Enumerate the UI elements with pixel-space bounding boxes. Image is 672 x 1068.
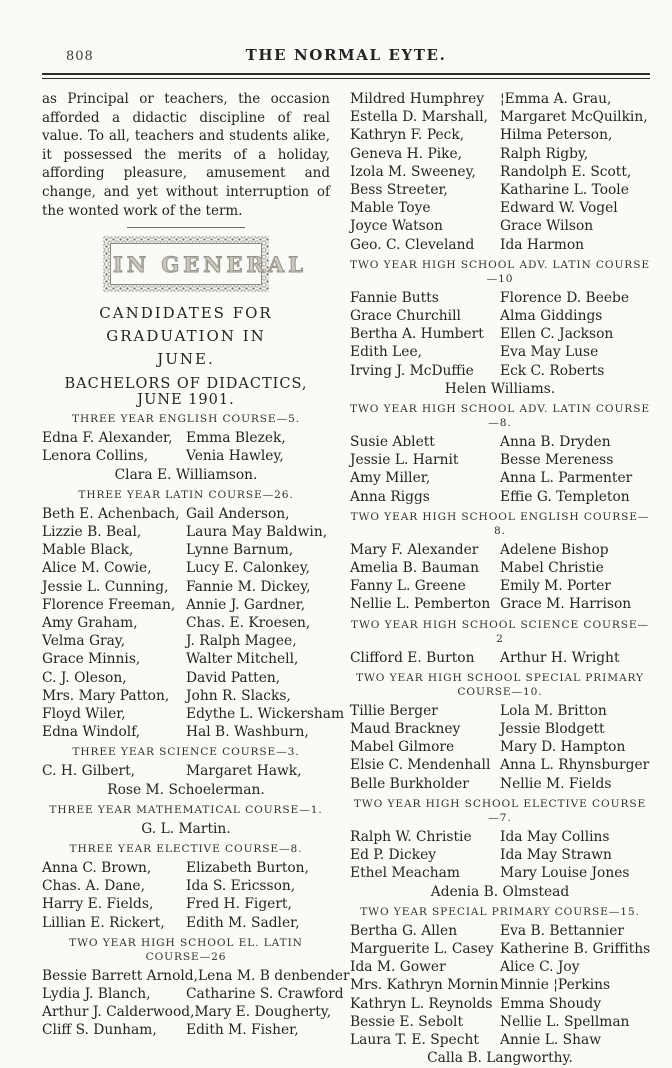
course-heading: TWO YEAR SPECIAL PRIMARY COURSE—15. — [360, 905, 640, 918]
name-right: Ida May Collins — [500, 828, 610, 845]
name-left: Mable Black, — [42, 542, 134, 559]
name-right: Catharine S. Crawford — [186, 986, 344, 1003]
name-row — [350, 828, 650, 846]
name-right: Alice C. Joy — [500, 959, 580, 976]
name-left: Grace Minnis, — [42, 651, 141, 668]
centered-name: Calla B. Langworthy. — [427, 1050, 573, 1067]
name-left: C. J. Oleson, — [42, 669, 127, 686]
name-right: Margaret McQuilkin, — [500, 109, 648, 126]
name-left: Joyce Watson — [350, 218, 443, 235]
name-left: Florence Freeman, — [42, 596, 176, 613]
name-left: Amy Graham, — [42, 614, 138, 631]
name-left: Jessie L. Cunning, — [42, 578, 169, 595]
name-right: Anna L. Parmenter — [500, 470, 633, 487]
name-left: Mable Toye — [350, 200, 431, 217]
content-columns — [42, 79, 650, 1068]
name-right: Margaret Hawk, — [186, 763, 302, 780]
name-left: Kathryn F. Peck, — [350, 127, 465, 144]
name-right: Randolph E. Scott, — [500, 163, 632, 180]
name-row — [350, 649, 650, 667]
right-course-sections — [350, 90, 650, 1067]
course-heading: THREE YEAR LATIN COURSE—26. — [78, 488, 294, 501]
name-row — [42, 429, 330, 447]
name-right: Laura May Baldwin, — [186, 523, 328, 540]
name-left: Mabel Gilmore — [350, 739, 455, 756]
name-row — [42, 596, 330, 614]
name-row — [350, 1031, 650, 1049]
name-left: Elsie C. Mendenhall — [350, 757, 491, 774]
name-right: John R. Slacks, — [186, 687, 291, 704]
name-left: Anna C. Brown, — [42, 860, 152, 877]
name-row — [350, 702, 650, 720]
name-row — [42, 541, 330, 559]
name-left: Bessie Barrett Arnold, — [42, 967, 199, 984]
course-section — [350, 402, 650, 506]
name-right: Emma Blezek, — [186, 430, 286, 447]
name-row — [350, 846, 650, 864]
page-header — [42, 46, 650, 66]
name-row — [350, 307, 650, 325]
name-right: Mary Louise Jones — [500, 865, 630, 882]
name-left: Belle Burkholder — [350, 775, 469, 792]
name-left: Bertha A. Humbert — [350, 326, 484, 343]
name-right: Arthur H. Wright — [500, 649, 620, 666]
name-row — [42, 1003, 330, 1021]
name-row — [42, 559, 330, 577]
course-heading: THREE YEAR MATHEMATICAL COURSE—1. — [49, 803, 323, 816]
course-section — [350, 797, 650, 901]
name-right: Chas. E. Kroesen, — [186, 614, 311, 631]
name-row — [42, 523, 330, 541]
name-right: Ida S. Ericsson, — [186, 878, 296, 895]
name-row — [350, 108, 650, 126]
name-left: Ralph W. Christie — [350, 828, 472, 845]
name-left: Arthur J. Calderwood, — [42, 1004, 195, 1021]
name-right: Edith M. Sadler, — [186, 914, 300, 931]
name-row — [42, 632, 330, 650]
name-row — [350, 433, 650, 451]
name-right: Jessie Blodgett — [500, 721, 605, 738]
name-row — [42, 877, 330, 895]
name-right: Fred H. Figert, — [186, 896, 292, 913]
name-left: Maud Brackney — [350, 721, 461, 738]
name-row — [350, 775, 650, 793]
name-right: Ralph Rigby, — [500, 145, 589, 162]
centered-name: Clara E. Williamson. — [114, 466, 258, 483]
name-rows — [42, 762, 330, 780]
name-right: Adelene Bishop — [500, 541, 609, 558]
name-right: Katharine L. Toole — [500, 182, 629, 199]
name-left: Anna Riggs — [350, 488, 430, 505]
name-row — [350, 922, 650, 940]
name-row — [350, 236, 650, 254]
name-row — [350, 181, 650, 199]
centered-name: G. L. Martin. — [141, 820, 231, 837]
name-row — [42, 859, 330, 877]
course-section — [42, 803, 330, 838]
name-right: Minnie ¦Perkins — [500, 977, 611, 994]
name-left: Irving J. McDuffie — [350, 362, 474, 379]
centered-name: Adenia B. Olmstead — [430, 883, 570, 900]
course-section — [350, 671, 650, 793]
name-right: David Patten, — [186, 669, 281, 686]
course-section — [350, 510, 650, 614]
name-left: Lillian E. Rickert, — [42, 914, 165, 931]
course-section — [42, 842, 330, 932]
name-row — [42, 762, 330, 780]
name-row — [42, 723, 330, 741]
name-left: Cliff S. Dunham, — [42, 1022, 157, 1039]
intro-paragraph: as Principal or teachers, the occasion afforded a didactic discipline of real value. To all, teachers and students alike, it possessed the merits of a holiday, affording pleasure, amusement and change, and yet without interruption of the wonted work of the term. — [42, 91, 330, 219]
name-right: Mabel Christie — [500, 560, 604, 577]
name-left: Fannie Butts — [350, 289, 439, 306]
course-section — [42, 745, 330, 798]
name-right: Elizabeth Burton, — [186, 860, 309, 877]
name-row — [350, 217, 650, 235]
name-rows — [350, 90, 650, 254]
name-rows — [350, 433, 650, 506]
candidates-heading-line2: JUNE. — [157, 350, 215, 369]
course-section — [42, 488, 345, 742]
name-rows — [42, 429, 330, 465]
course-heading: TWO YEAR HIGH SCHOOL ELECTIVE COURSE—7. — [353, 797, 647, 824]
name-row — [350, 362, 650, 380]
name-row — [350, 163, 650, 181]
course-heading: TWO YEAR HIGH SCHOOL ADV. LATIN COURSE—8. — [350, 403, 650, 430]
course-section — [42, 936, 350, 1040]
name-left: C. H. Gilbert, — [42, 763, 136, 780]
name-right: Ida Harmon — [500, 236, 585, 253]
name-right: J. Ralph Magee, — [186, 633, 297, 650]
name-left: Grace Churchill — [350, 308, 461, 325]
name-right: Edward W. Vogel — [500, 200, 618, 217]
name-row — [350, 451, 650, 469]
name-right: Edith M. Fisher, — [186, 1022, 299, 1039]
name-left: Geo. C. Cleveland — [350, 236, 475, 253]
page-title: THE NORMAL EYTE. — [245, 46, 447, 64]
name-row — [42, 578, 330, 596]
name-right: Lena M. B denbender — [198, 967, 350, 984]
name-right: Anna B. Dryden — [500, 434, 611, 451]
name-left: Amy Miller, — [350, 470, 431, 487]
name-row — [350, 995, 650, 1013]
course-section — [350, 905, 650, 1068]
name-rows — [42, 505, 345, 742]
name-row — [350, 756, 650, 774]
name-row — [350, 488, 650, 506]
name-left: Ida M. Gower — [350, 959, 446, 976]
name-left: Alice M. Cowie, — [42, 560, 152, 577]
name-left: Tillie Berger — [350, 702, 438, 719]
course-section — [350, 258, 650, 398]
name-row — [42, 505, 330, 523]
name-row — [350, 577, 650, 595]
name-left: Jessie L. Harnit — [350, 452, 459, 469]
name-left: Edith Lee, — [350, 344, 423, 361]
name-left: Beth E. Achenbach, — [42, 505, 180, 522]
name-left: Floyd Wiler, — [42, 706, 126, 722]
course-heading: TWO YEAR HIGH SCHOOL EL. LATIN COURSE—26 — [69, 936, 303, 963]
course-section — [350, 618, 650, 667]
name-rows — [42, 859, 330, 932]
name-left: Estella D. Marshall, — [350, 109, 488, 126]
name-left: Mildred Humphrey — [350, 91, 485, 107]
name-left: Lenora Collins, — [42, 448, 149, 465]
name-right: Emma Shoudy — [500, 995, 602, 1012]
name-left: Edna F. Alexander, — [42, 430, 173, 447]
name-right: Lola M. Britton — [500, 702, 607, 719]
name-left: Mrs. Kathryn Mornin — [350, 977, 499, 994]
name-left: Lydia J. Blanch, — [42, 986, 151, 1003]
name-right: Hilma Peterson, — [500, 127, 613, 144]
course-heading: THREE YEAR SCIENCE COURSE—3. — [72, 746, 300, 759]
name-row — [350, 720, 650, 738]
section-divider-rule — [127, 227, 245, 228]
course-heading: TWO YEAR HIGH SCHOOL ENGLISH COURSE—8. — [350, 510, 650, 537]
name-rows — [350, 649, 650, 667]
name-left: Laura T. E. Specht — [350, 1031, 479, 1048]
name-right: Alma Giddings — [500, 308, 603, 325]
name-row — [350, 958, 650, 976]
name-row — [350, 738, 650, 756]
name-left: Kathryn L. Reynolds — [350, 995, 493, 1012]
course-heading: TWO YEAR HIGH SCHOOL ADV. LATIN COURSE—10 — [350, 258, 650, 285]
course-heading: TWO YEAR HIGH SCHOOL SCIENCE COURSE—2 — [350, 618, 650, 645]
name-right: Lucy E. Calonkey, — [186, 560, 311, 577]
name-right: Eva B. Bettannier — [500, 922, 624, 939]
name-row — [42, 669, 330, 687]
name-row — [350, 595, 650, 613]
in-general-inner-panel — [110, 243, 307, 285]
left-column — [42, 90, 350, 1068]
name-row — [42, 967, 350, 985]
right-column — [350, 90, 650, 1068]
name-left: Nellie L. Pemberton — [350, 596, 491, 613]
name-row — [350, 90, 650, 108]
name-row — [42, 985, 344, 1003]
candidates-heading — [42, 302, 330, 371]
name-left: Clifford E. Burton — [350, 649, 475, 666]
name-rows — [350, 922, 650, 1049]
centered-name: Helen Williams. — [444, 380, 556, 397]
name-left: Fanny L. Greene — [350, 578, 466, 595]
name-row — [42, 705, 345, 723]
bachelors-heading: BACHELORS OF DIDACTICS, JUNE 1901. — [64, 376, 308, 409]
name-row — [350, 145, 650, 163]
name-row — [350, 541, 650, 559]
name-right: Mary D. Hampton — [500, 739, 626, 756]
name-right: Mary E. Dougherty, — [194, 1004, 332, 1021]
name-left: Velma Gray, — [42, 633, 126, 650]
name-rows — [42, 967, 350, 1040]
name-right: Katherine B. Griffiths — [500, 940, 651, 957]
course-heading: THREE YEAR ELECTIVE COURSE—8. — [69, 843, 303, 856]
name-right: Besse Mereness — [500, 452, 614, 469]
course-heading: THREE YEAR ENGLISH COURSE—5. — [72, 413, 300, 426]
name-row — [42, 687, 330, 705]
name-row — [350, 940, 650, 958]
name-rows — [350, 289, 650, 380]
name-right: Ida May Strawn — [500, 847, 612, 864]
name-right: Grace M. Harrison — [500, 596, 632, 613]
name-row — [350, 289, 650, 307]
name-left: Mary F. Alexander — [350, 541, 479, 558]
name-row — [350, 469, 650, 487]
name-left: Geneva H. Pike, — [350, 145, 463, 162]
centered-name: Rose M. Schoelerman. — [107, 781, 265, 798]
name-row — [42, 1021, 330, 1039]
name-row — [350, 325, 650, 343]
name-right: Emily M. Porter — [500, 578, 611, 595]
name-right: Lynne Barnum, — [186, 542, 294, 559]
course-section — [350, 90, 650, 254]
page-number: 808 — [66, 49, 94, 64]
name-row — [350, 864, 650, 882]
name-row — [350, 199, 650, 217]
name-right: Fannie M. Dickey, — [186, 578, 311, 595]
name-row — [350, 343, 650, 361]
course-section — [42, 412, 330, 484]
name-rows — [350, 702, 650, 793]
name-row — [350, 559, 650, 577]
name-row — [42, 447, 330, 465]
course-heading: TWO YEAR HIGH SCHOOL SPECIAL PRIMARY COURSE—10. — [356, 671, 644, 698]
name-left: Edna Windolf, — [42, 724, 141, 741]
name-left: Mrs. Mary Patton, — [42, 687, 170, 704]
left-course-sections — [42, 412, 350, 1039]
name-left: Amelia B. Bauman — [350, 560, 480, 577]
name-right: Nellie L. Spellman — [500, 1013, 630, 1030]
name-left: Lizzie B. Beal, — [42, 523, 142, 540]
name-right: Gail Anderson, — [186, 505, 290, 522]
name-right: Nellie M. Fields — [500, 775, 612, 792]
name-right: Hal B. Washburn, — [186, 724, 309, 741]
name-right: Annie L. Shaw — [500, 1031, 602, 1048]
name-row — [42, 914, 330, 932]
name-right: Florence D. Beebe — [500, 289, 630, 306]
name-left: Chas. A. Dane, — [42, 878, 145, 895]
name-right: Eck C. Roberts — [500, 362, 605, 379]
name-left: Harry E. Fields, — [42, 896, 154, 913]
candidates-heading-line1: CANDIDATES FOR GRADUATION IN — [99, 304, 273, 346]
name-left: Bessie E. Sebolt — [350, 1013, 463, 1030]
name-right: Edythe L. Wickersham — [186, 706, 345, 722]
name-left: Ethel Meacham — [350, 865, 460, 882]
name-right: Grace Wilson — [500, 218, 594, 235]
name-row — [42, 650, 330, 668]
name-row — [350, 126, 650, 144]
name-row — [350, 1013, 650, 1031]
name-row — [42, 614, 330, 632]
name-right: Anna L. Rhynsburger — [500, 757, 650, 774]
name-right: ¦Emma A. Grau, — [500, 91, 612, 107]
name-right: Walter Mitchell, — [186, 651, 299, 668]
name-right: Venia Hawley, — [186, 448, 284, 465]
name-right: Eva May Luse — [500, 344, 599, 361]
name-left: Izola M. Sweeney, — [350, 163, 476, 180]
name-row — [42, 895, 330, 913]
name-right: Annie J. Gardner, — [186, 596, 306, 613]
name-left: Ed P. Dickey — [350, 847, 437, 864]
name-right: Ellen C. Jackson — [500, 326, 614, 343]
name-rows — [350, 828, 650, 883]
name-left: Bertha G. Allen — [350, 922, 458, 939]
name-left: Bess Streeter, — [350, 182, 448, 199]
name-left: Marguerite L. Casey — [350, 940, 494, 957]
name-rows — [350, 541, 650, 614]
in-general-ornament-box — [103, 236, 307, 292]
name-right: Effie G. Templeton — [500, 488, 630, 505]
name-left: Susie Ablett — [350, 434, 435, 451]
in-general-label: IN GENERAL — [113, 252, 307, 278]
